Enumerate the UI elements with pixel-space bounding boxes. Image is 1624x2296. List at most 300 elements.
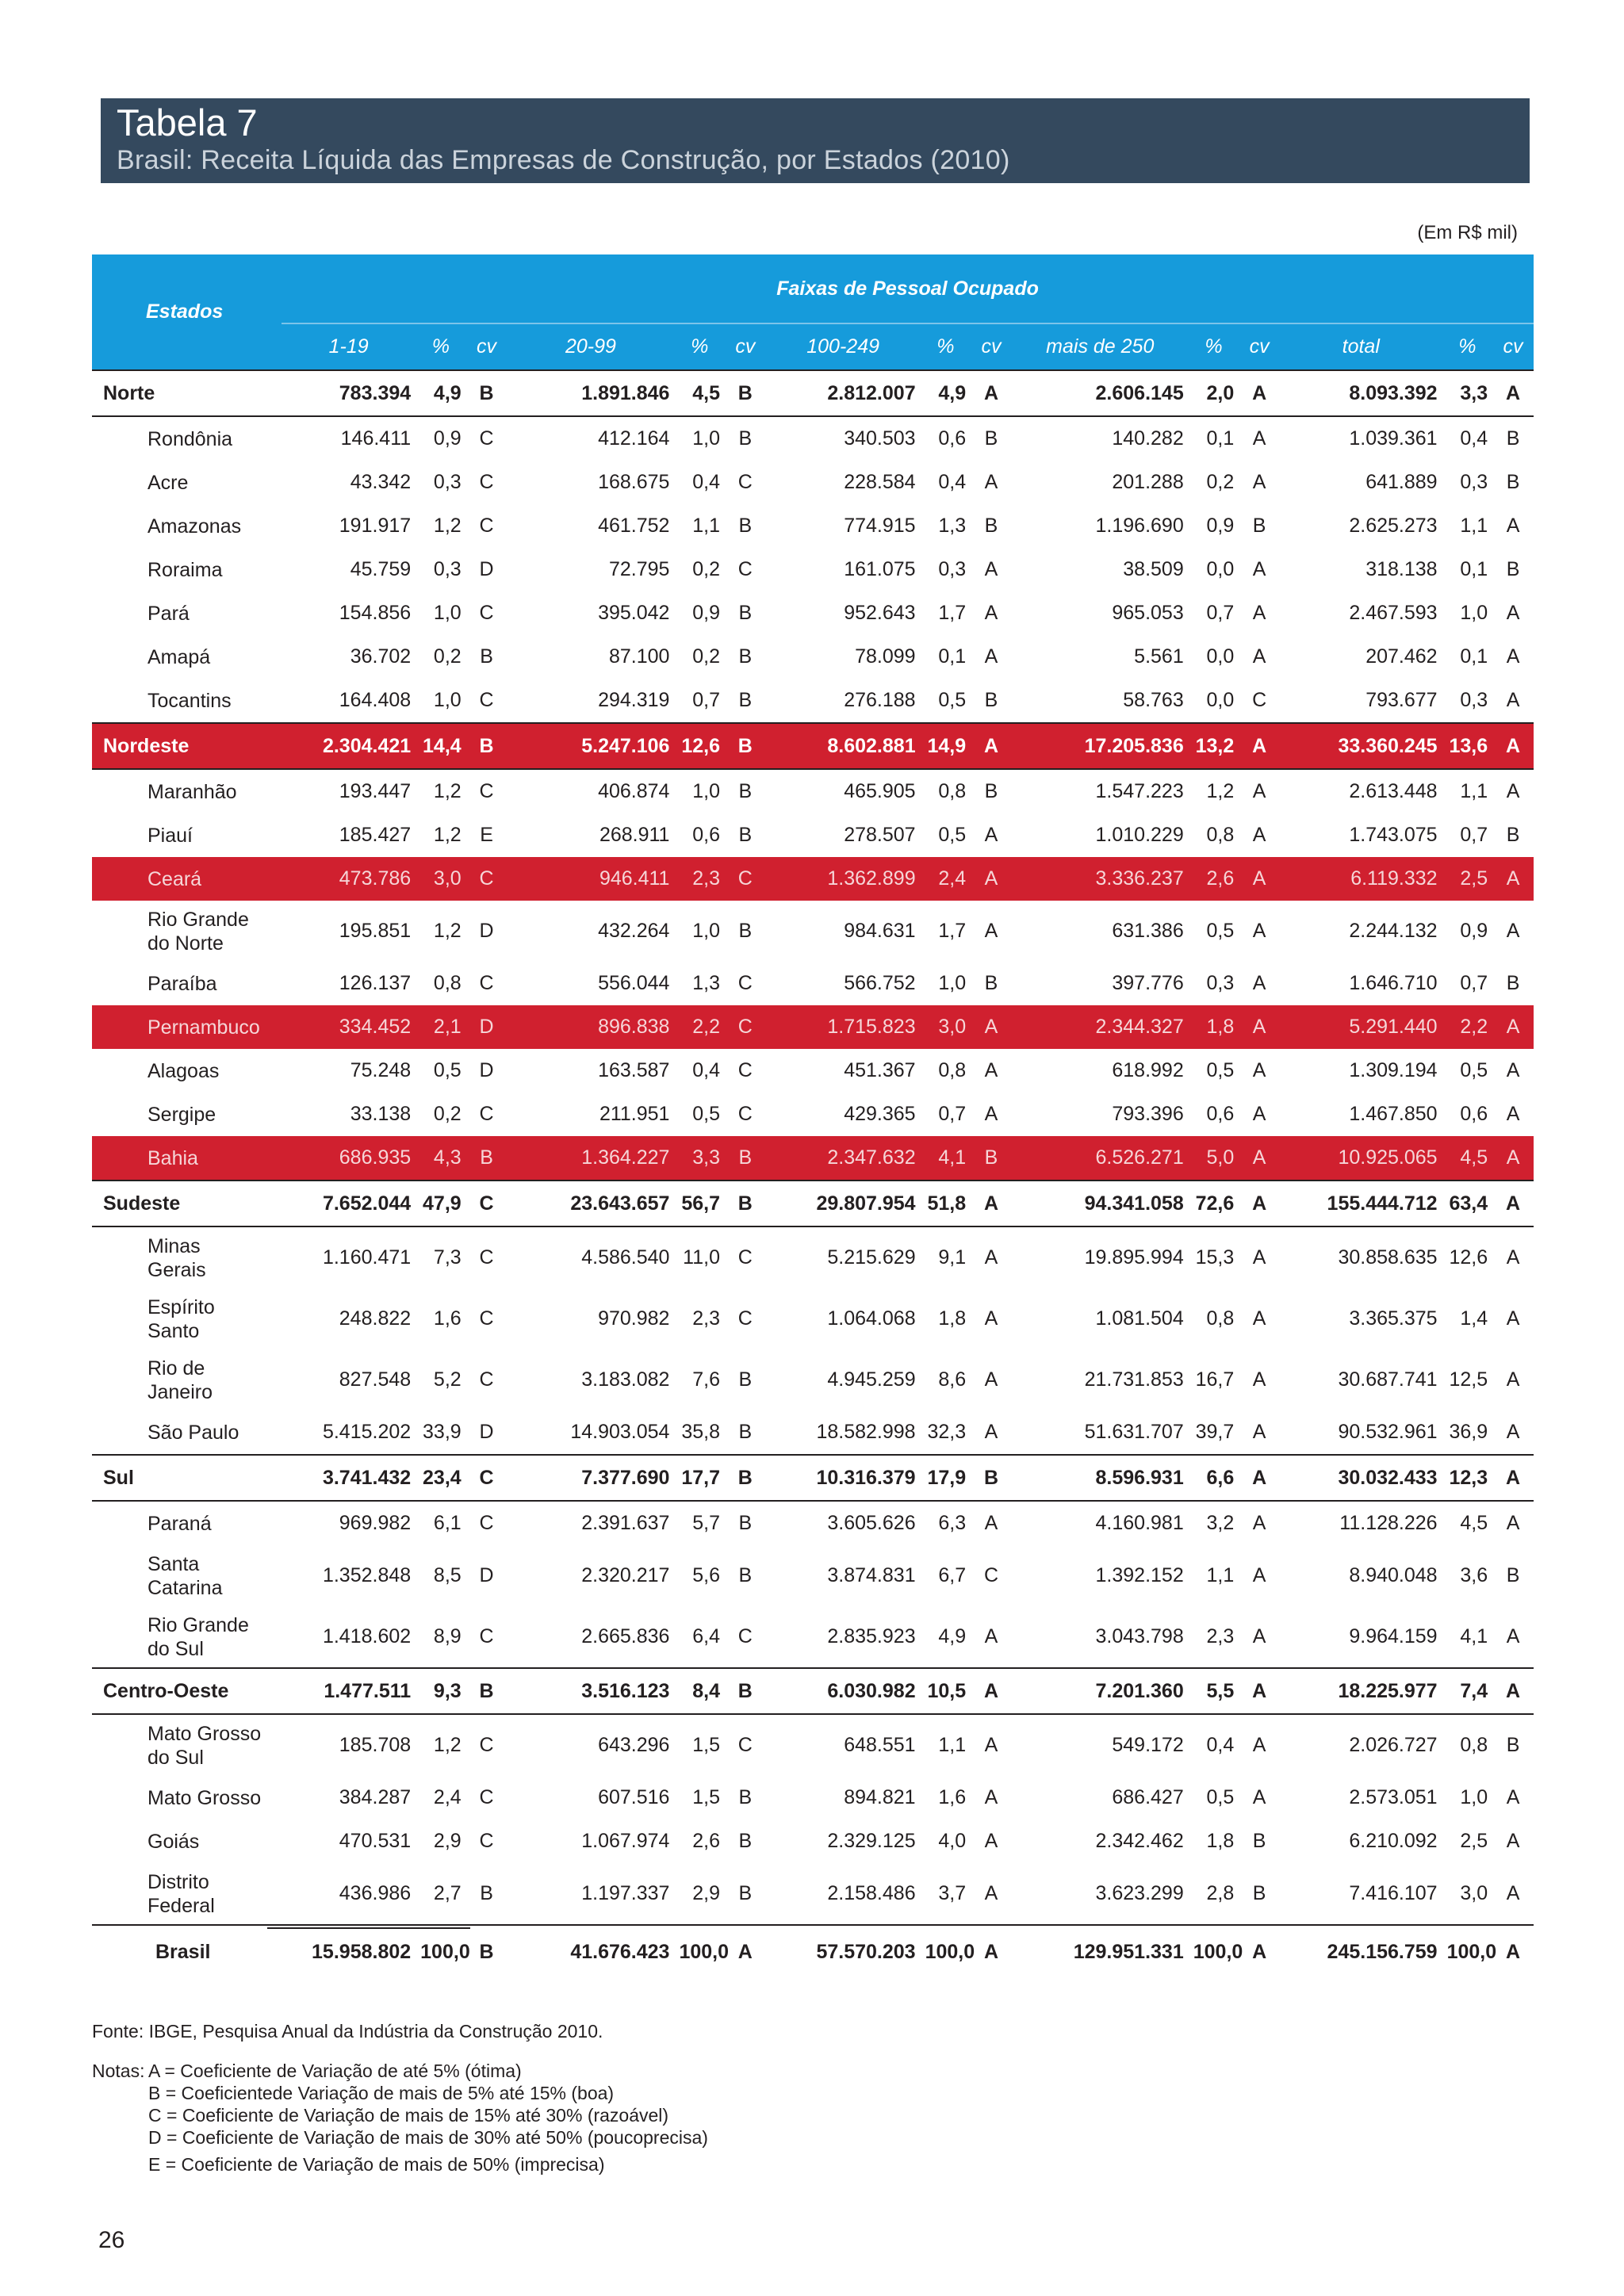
value-cell: 397.776 bbox=[1112, 972, 1184, 994]
value-cell: 686.935 bbox=[282, 1136, 416, 1181]
percent-cell: 0,1 bbox=[1460, 558, 1488, 580]
cv-cell: B bbox=[466, 1668, 508, 1714]
cv-cell: E bbox=[480, 824, 493, 846]
percent-cell: 0,6 bbox=[692, 824, 720, 846]
cv-cell: B bbox=[738, 645, 753, 668]
value-cell: 3.516.123 bbox=[507, 1668, 674, 1714]
value-cell: 1.010.229 bbox=[1095, 824, 1184, 846]
value-cell: 607.516 bbox=[598, 1786, 670, 1808]
cv-cell: A bbox=[1506, 1368, 1520, 1391]
value-cell: 29.807.954 bbox=[766, 1181, 921, 1226]
unit-label: (Em R$ mil) bbox=[1417, 222, 1518, 243]
header-estados: Estados bbox=[92, 254, 282, 370]
table-title-bar bbox=[101, 98, 1530, 183]
cv-cell: C bbox=[466, 1181, 508, 1226]
cv-cell: A bbox=[971, 1668, 1012, 1714]
percent-cell: 6,4 bbox=[692, 1625, 720, 1647]
value-cell: 191.917 bbox=[339, 515, 412, 537]
percent-cell: 0,9 bbox=[692, 602, 720, 624]
percent-cell: 100,0 bbox=[921, 1925, 971, 1978]
value-cell: 245.156.759 bbox=[1280, 1925, 1442, 1978]
value-cell: 465.905 bbox=[844, 780, 916, 802]
cv-cell: C bbox=[479, 780, 494, 802]
state-row bbox=[92, 1288, 1534, 1349]
value-cell: 3.043.798 bbox=[1095, 1625, 1184, 1647]
cv-cell: A bbox=[1252, 1059, 1266, 1081]
value-cell: 2.812.007 bbox=[766, 370, 921, 416]
header-column: cv bbox=[466, 323, 508, 370]
row-name bbox=[92, 857, 282, 901]
percent-cell: 100,0 bbox=[674, 1925, 725, 1978]
cv-cell: C bbox=[737, 471, 753, 493]
state-row bbox=[92, 1863, 1534, 1925]
percent-cell: 39,7 bbox=[1195, 1421, 1235, 1443]
cv-cell: A bbox=[1506, 602, 1520, 624]
value-cell: 161.075 bbox=[844, 558, 916, 580]
value-cell: 1.743.075 bbox=[1349, 824, 1438, 846]
cv-cell: A bbox=[1506, 1830, 1520, 1852]
cv-cell: B bbox=[738, 427, 753, 450]
row-name bbox=[92, 1501, 282, 1545]
value-cell: 984.631 bbox=[844, 920, 916, 942]
percent-cell: 100,0 bbox=[1189, 1925, 1239, 1978]
value-cell: 3.623.299 bbox=[1095, 1882, 1184, 1904]
percent-cell: 1,0 bbox=[433, 689, 462, 711]
percent-cell: 1,0 bbox=[692, 427, 720, 450]
percent-cell: 1,6 bbox=[433, 1307, 462, 1330]
state-row bbox=[92, 1714, 1534, 1776]
value-cell: 7.377.690 bbox=[507, 1455, 674, 1501]
row-name bbox=[92, 813, 282, 857]
row-name-text: Tocantins bbox=[147, 689, 232, 712]
cv-cell: C bbox=[479, 689, 494, 711]
percent-cell: 6,1 bbox=[433, 1512, 462, 1534]
value-cell: 278.507 bbox=[844, 824, 916, 846]
value-cell: 164.408 bbox=[339, 689, 412, 711]
percent-cell: 1,1 bbox=[1206, 1564, 1235, 1586]
row-name bbox=[92, 1049, 282, 1093]
percent-cell: 2,7 bbox=[433, 1882, 462, 1904]
row-name bbox=[92, 370, 282, 416]
percent-cell: 0,7 bbox=[938, 1103, 967, 1125]
cv-cell: B bbox=[984, 515, 998, 537]
value-cell: 5.561 bbox=[1134, 645, 1184, 668]
percent-cell: 0,3 bbox=[938, 558, 967, 580]
percent-cell: 0,5 bbox=[938, 689, 967, 711]
row-name-text: Roraima bbox=[147, 558, 223, 581]
row-name-text: Nordeste bbox=[103, 734, 190, 757]
percent-cell: 1,2 bbox=[433, 824, 462, 846]
percent-cell: 0,2 bbox=[1206, 471, 1235, 493]
percent-cell: 32,3 bbox=[927, 1421, 967, 1443]
percent-cell: 4,9 bbox=[416, 370, 466, 416]
cv-cell: B bbox=[466, 1925, 508, 1978]
cv-cell: A bbox=[984, 602, 998, 624]
value-cell: 168.675 bbox=[598, 471, 670, 493]
cv-cell: B bbox=[480, 1882, 493, 1904]
percent-cell: 2,8 bbox=[1206, 1882, 1235, 1904]
percent-cell: 4,9 bbox=[938, 1625, 967, 1647]
header-column: total bbox=[1280, 323, 1442, 370]
value-cell: 432.264 bbox=[598, 920, 670, 942]
percent-cell: 0,5 bbox=[1206, 1059, 1235, 1081]
percent-cell: 0,2 bbox=[433, 645, 462, 668]
value-cell: 1.309.194 bbox=[1349, 1059, 1438, 1081]
notes-label: Notas: bbox=[92, 2061, 145, 2081]
cv-cell: C bbox=[479, 1625, 494, 1647]
value-cell: 17.205.836 bbox=[1012, 723, 1189, 769]
cv-cell: A bbox=[984, 471, 998, 493]
cv-cell: A bbox=[1506, 920, 1520, 942]
cv-cell: C bbox=[737, 1246, 753, 1269]
cv-cell: B bbox=[738, 1882, 753, 1904]
percent-cell: 2,2 bbox=[1442, 1005, 1493, 1049]
cv-cell: A bbox=[1239, 1455, 1280, 1501]
row-name-text: Alagoas bbox=[147, 1059, 220, 1082]
value-cell: 2.158.486 bbox=[827, 1882, 916, 1904]
row-name bbox=[92, 1606, 282, 1668]
cv-cell: B bbox=[1506, 972, 1520, 994]
percent-cell: 1,0 bbox=[692, 780, 720, 802]
percent-cell: 1,2 bbox=[433, 920, 462, 942]
row-name-text: Pará bbox=[147, 602, 190, 625]
cv-cell: A bbox=[971, 1005, 1012, 1049]
value-cell: 1.418.602 bbox=[322, 1625, 412, 1647]
value-cell: 41.676.423 bbox=[507, 1925, 674, 1978]
cv-cell: C bbox=[466, 1455, 508, 1501]
cv-cell: B bbox=[1506, 427, 1520, 450]
value-cell: 8.596.931 bbox=[1012, 1455, 1189, 1501]
state-row bbox=[92, 635, 1534, 679]
state-row bbox=[92, 1545, 1534, 1606]
percent-cell: 15,3 bbox=[1195, 1246, 1235, 1269]
percent-cell: 2,4 bbox=[921, 857, 971, 901]
percent-cell: 1,4 bbox=[1460, 1307, 1488, 1330]
value-cell: 51.631.707 bbox=[1084, 1421, 1184, 1443]
percent-cell: 5,5 bbox=[1189, 1668, 1239, 1714]
percent-cell: 0,9 bbox=[1460, 920, 1488, 942]
cv-cell: A bbox=[1252, 1512, 1266, 1534]
cv-cell: B bbox=[738, 602, 753, 624]
percent-cell: 2,2 bbox=[674, 1005, 725, 1049]
cv-cell: A bbox=[1239, 723, 1280, 769]
row-name-text: Rondônia bbox=[147, 427, 233, 450]
cv-cell: A bbox=[984, 1882, 998, 1904]
value-cell: 185.708 bbox=[339, 1734, 412, 1756]
state-row bbox=[92, 416, 1534, 461]
row-name bbox=[92, 1545, 282, 1606]
value-cell: 43.342 bbox=[350, 471, 412, 493]
value-cell: 470.531 bbox=[339, 1830, 412, 1852]
percent-cell: 4,1 bbox=[1460, 1625, 1488, 1647]
value-cell: 30.687.741 bbox=[1338, 1368, 1438, 1391]
value-cell: 6.526.271 bbox=[1012, 1136, 1189, 1181]
cv-cell: A bbox=[984, 1734, 998, 1756]
percent-cell: 3,7 bbox=[938, 1882, 967, 1904]
table-body bbox=[92, 370, 1534, 1978]
percent-cell: 0,3 bbox=[433, 558, 462, 580]
value-cell: 33.138 bbox=[350, 1103, 412, 1125]
total-underline bbox=[267, 1927, 470, 1929]
value-cell: 3.336.237 bbox=[1012, 857, 1189, 901]
state-row bbox=[92, 679, 1534, 723]
percent-cell: 3,0 bbox=[416, 857, 466, 901]
percent-cell: 2,5 bbox=[1460, 1830, 1488, 1852]
row-name bbox=[92, 1349, 282, 1410]
value-cell: 969.982 bbox=[339, 1512, 412, 1534]
value-cell: 154.856 bbox=[339, 602, 412, 624]
cv-cell: C bbox=[479, 1368, 494, 1391]
value-cell: 15.958.802 bbox=[282, 1925, 416, 1978]
percent-cell: 0,6 bbox=[1460, 1103, 1488, 1125]
percent-cell: 100,0 bbox=[1442, 1925, 1493, 1978]
cv-cell: A bbox=[1252, 972, 1266, 994]
row-name-text: Sergipe bbox=[147, 1103, 216, 1126]
row-name-text: Piauí bbox=[147, 824, 193, 847]
cv-cell: C bbox=[479, 972, 494, 994]
cv-cell: B bbox=[725, 723, 766, 769]
value-cell: 793.396 bbox=[1112, 1103, 1184, 1125]
percent-cell: 0,2 bbox=[433, 1103, 462, 1125]
percent-cell: 5,2 bbox=[433, 1368, 462, 1391]
value-cell: 6.210.092 bbox=[1349, 1830, 1438, 1852]
percent-cell: 2,3 bbox=[674, 857, 725, 901]
percent-cell: 11,0 bbox=[683, 1246, 720, 1269]
cv-cell: B bbox=[1506, 1564, 1520, 1586]
cv-cell: B bbox=[738, 1786, 753, 1808]
cv-cell: A bbox=[1252, 824, 1266, 846]
row-name-text: Santo bbox=[147, 1319, 200, 1342]
cv-cell: A bbox=[1506, 645, 1520, 668]
value-cell: 163.587 bbox=[598, 1059, 670, 1081]
cv-cell: A bbox=[1252, 1564, 1266, 1586]
value-cell: 1.197.337 bbox=[581, 1882, 670, 1904]
cv-cell: B bbox=[738, 920, 753, 942]
value-cell: 631.386 bbox=[1112, 920, 1184, 942]
percent-cell: 2,6 bbox=[692, 1830, 720, 1852]
percent-cell: 4,9 bbox=[921, 370, 971, 416]
percent-cell: 0,9 bbox=[1206, 515, 1235, 537]
percent-cell: 1,0 bbox=[692, 920, 720, 942]
cv-cell: A bbox=[1492, 857, 1534, 901]
header-column: cv bbox=[971, 323, 1012, 370]
percent-cell: 12,3 bbox=[1442, 1455, 1493, 1501]
percent-cell: 14,4 bbox=[416, 723, 466, 769]
percent-cell: 2,4 bbox=[433, 1786, 462, 1808]
cv-cell: C bbox=[737, 1059, 753, 1081]
value-cell: 7.201.360 bbox=[1012, 1668, 1189, 1714]
region-row bbox=[92, 723, 1534, 769]
value-cell: 1.467.850 bbox=[1349, 1103, 1438, 1125]
row-name-text: Maranhão bbox=[147, 780, 237, 803]
value-cell: 4.945.259 bbox=[827, 1368, 916, 1391]
state-row bbox=[92, 962, 1534, 1005]
cv-cell: A bbox=[1239, 1005, 1280, 1049]
state-row bbox=[92, 1776, 1534, 1820]
row-name-text: Amazonas bbox=[147, 515, 242, 538]
percent-cell: 0,3 bbox=[1206, 972, 1235, 994]
percent-cell: 0,5 bbox=[938, 824, 967, 846]
value-cell: 451.367 bbox=[844, 1059, 916, 1081]
header-column: % bbox=[1189, 323, 1239, 370]
cv-cell: B bbox=[984, 689, 998, 711]
row-name bbox=[92, 1714, 282, 1776]
percent-cell: 1,1 bbox=[692, 515, 720, 537]
value-cell: 72.795 bbox=[608, 558, 670, 580]
row-name bbox=[92, 1410, 282, 1455]
cv-cell: A bbox=[1252, 1421, 1266, 1443]
header-column: cv bbox=[1492, 323, 1534, 370]
row-name bbox=[92, 723, 282, 769]
header-row-group bbox=[92, 254, 1534, 323]
value-cell: 406.874 bbox=[598, 780, 670, 802]
cv-cell: A bbox=[1252, 1103, 1266, 1125]
row-name bbox=[92, 1136, 282, 1181]
percent-cell: 0,0 bbox=[1206, 645, 1235, 668]
cv-cell: A bbox=[1252, 780, 1266, 802]
percent-cell: 6,6 bbox=[1189, 1455, 1239, 1501]
value-cell: 5.247.106 bbox=[507, 723, 674, 769]
percent-cell: 0,0 bbox=[1206, 689, 1235, 711]
state-row bbox=[92, 857, 1534, 901]
row-name bbox=[92, 461, 282, 504]
cv-cell: B bbox=[738, 1512, 753, 1534]
header-column: % bbox=[674, 323, 725, 370]
row-name bbox=[92, 1093, 282, 1136]
value-cell: 6.119.332 bbox=[1280, 857, 1442, 901]
cv-cell: A bbox=[1239, 857, 1280, 901]
value-cell: 5.215.629 bbox=[827, 1246, 916, 1269]
value-cell: 1.392.152 bbox=[1095, 1564, 1184, 1586]
percent-cell: 1,2 bbox=[433, 780, 462, 802]
row-name-text: Sudeste bbox=[103, 1192, 181, 1215]
row-name-text: Paraná bbox=[147, 1512, 212, 1535]
percent-cell: 9,1 bbox=[938, 1246, 967, 1269]
value-cell: 8.940.048 bbox=[1349, 1564, 1438, 1586]
cv-cell: D bbox=[479, 1059, 494, 1081]
row-name-text: Acre bbox=[147, 471, 189, 494]
row-name-text: Mato Grosso bbox=[147, 1786, 262, 1809]
percent-cell: 5,6 bbox=[692, 1564, 720, 1586]
percent-cell: 13,2 bbox=[1189, 723, 1239, 769]
value-cell: 2.329.125 bbox=[827, 1830, 916, 1852]
value-cell: 2.606.145 bbox=[1012, 370, 1189, 416]
percent-cell: 1,6 bbox=[938, 1786, 967, 1808]
note-line: A = Coeficiente de Variação de até 5% (ótima) bbox=[148, 2061, 522, 2081]
value-cell: 686.427 bbox=[1112, 1786, 1184, 1808]
cv-cell: D bbox=[479, 1421, 494, 1443]
cv-cell: B bbox=[738, 1564, 753, 1586]
value-cell: 3.605.626 bbox=[827, 1512, 916, 1534]
percent-cell: 0,6 bbox=[1206, 1103, 1235, 1125]
cv-cell: A bbox=[984, 1059, 998, 1081]
percent-cell: 4,3 bbox=[416, 1136, 466, 1181]
value-cell: 2.665.836 bbox=[581, 1625, 670, 1647]
value-cell: 648.551 bbox=[844, 1734, 916, 1756]
value-cell: 276.188 bbox=[844, 689, 916, 711]
cv-cell: B bbox=[1252, 1882, 1266, 1904]
value-cell: 294.319 bbox=[598, 689, 670, 711]
value-cell: 4.160.981 bbox=[1095, 1512, 1184, 1534]
notes bbox=[92, 2060, 708, 2175]
value-cell: 395.042 bbox=[598, 602, 670, 624]
cv-cell: A bbox=[1506, 1421, 1520, 1443]
cv-cell: A bbox=[1239, 1925, 1280, 1978]
value-cell: 248.822 bbox=[339, 1307, 412, 1330]
value-cell: 2.304.421 bbox=[282, 723, 416, 769]
row-name-text: Pernambuco bbox=[147, 1016, 260, 1039]
total-row bbox=[92, 1925, 1534, 1978]
cv-cell: A bbox=[1492, 370, 1534, 416]
state-row bbox=[92, 461, 1534, 504]
percent-cell: 0,4 bbox=[692, 471, 720, 493]
value-cell: 896.838 bbox=[507, 1005, 674, 1049]
cv-cell: B bbox=[466, 370, 508, 416]
cv-cell: A bbox=[1492, 1668, 1534, 1714]
row-name-text: Ceará bbox=[147, 867, 202, 890]
state-row bbox=[92, 901, 1534, 962]
value-cell: 952.643 bbox=[844, 602, 916, 624]
row-name-text: Sul bbox=[103, 1466, 134, 1489]
header-column: % bbox=[921, 323, 971, 370]
cv-cell: A bbox=[984, 1246, 998, 1269]
value-cell: 45.759 bbox=[350, 558, 412, 580]
row-name bbox=[92, 1455, 282, 1501]
cv-cell: A bbox=[1252, 602, 1266, 624]
cv-cell: C bbox=[1252, 689, 1267, 711]
value-cell: 1.067.974 bbox=[581, 1830, 670, 1852]
value-cell: 5.291.440 bbox=[1280, 1005, 1442, 1049]
cv-cell: C bbox=[466, 857, 508, 901]
header-column: cv bbox=[725, 323, 766, 370]
value-cell: 11.128.226 bbox=[1339, 1512, 1438, 1534]
percent-cell: 1,5 bbox=[692, 1786, 720, 1808]
cv-cell: A bbox=[971, 1925, 1012, 1978]
row-name bbox=[92, 416, 282, 461]
header-column: 1-19 bbox=[282, 323, 416, 370]
value-cell: 7.652.044 bbox=[282, 1181, 416, 1226]
percent-cell: 1,1 bbox=[1460, 515, 1488, 537]
region-row bbox=[92, 370, 1534, 416]
value-cell: 2.342.462 bbox=[1095, 1830, 1184, 1852]
percent-cell: 47,9 bbox=[416, 1181, 466, 1226]
cv-cell: A bbox=[984, 1786, 998, 1808]
cv-cell: B bbox=[466, 723, 508, 769]
value-cell: 7.416.107 bbox=[1349, 1882, 1438, 1904]
cv-cell: A bbox=[984, 920, 998, 942]
cv-cell: C bbox=[479, 1103, 494, 1125]
row-name-text: do Sul bbox=[147, 1637, 204, 1660]
header-faixas: Faixas de Pessoal Ocupado bbox=[282, 254, 1534, 323]
cv-cell: A bbox=[1252, 1734, 1266, 1756]
row-name bbox=[92, 1925, 282, 1978]
value-cell: 33.360.245 bbox=[1280, 723, 1442, 769]
value-cell: 643.296 bbox=[598, 1734, 670, 1756]
percent-cell: 35,8 bbox=[681, 1421, 720, 1443]
row-name bbox=[92, 591, 282, 635]
percent-cell: 1,0 bbox=[1460, 602, 1488, 624]
value-cell: 3.874.831 bbox=[827, 1564, 916, 1586]
value-cell: 6.030.982 bbox=[766, 1668, 921, 1714]
value-cell: 30.858.635 bbox=[1338, 1246, 1438, 1269]
percent-cell: 0,5 bbox=[1206, 1786, 1235, 1808]
cv-cell: C bbox=[479, 1734, 494, 1756]
state-row bbox=[92, 1226, 1534, 1288]
value-cell: 1.646.710 bbox=[1349, 972, 1438, 994]
revenue-table bbox=[92, 254, 1534, 1978]
row-name-text: Paraíba bbox=[147, 972, 217, 995]
note-line: B = Coeficientede Variação de mais de 5% até 15% (boa) bbox=[148, 2083, 615, 2103]
